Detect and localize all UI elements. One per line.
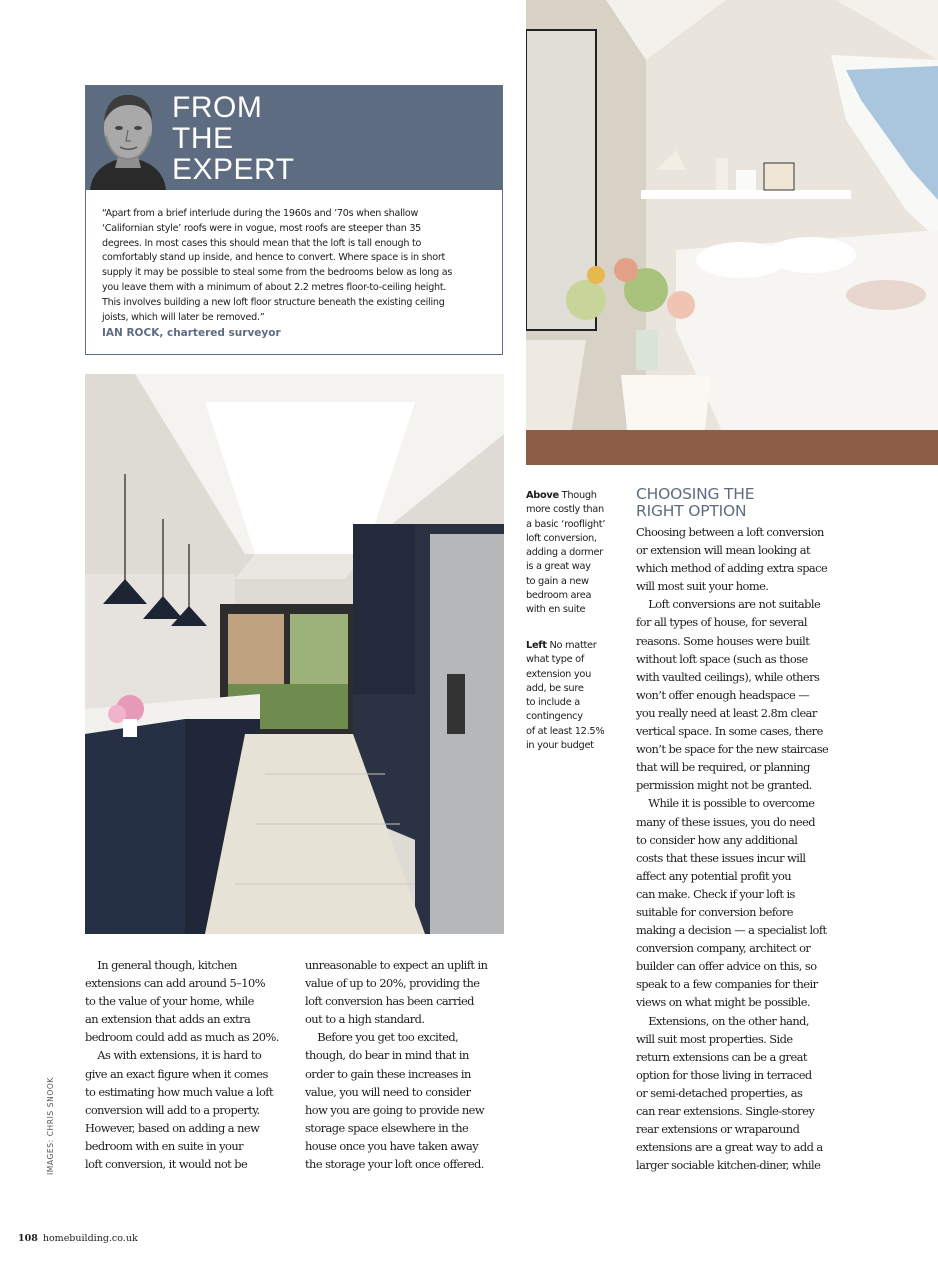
caption-line: loft conversion,	[526, 532, 597, 544]
body-line: extensions are a great way to add a	[636, 1140, 823, 1155]
body-line: the storage your loft once offered.	[305, 1157, 484, 1172]
expert-credit: IAN ROCK, chartered surveyor	[102, 327, 281, 339]
expert-portrait	[88, 86, 168, 190]
body-line: will suit most properties. Side	[636, 1031, 793, 1046]
caption-line: what type of	[526, 654, 585, 666]
expert-quote	[102, 207, 487, 325]
body-line: won’t be space for the new staircase	[636, 742, 829, 757]
body-line: Extensions, on the other hand,	[636, 1013, 809, 1028]
body-line: storage space elsewhere in the	[305, 1120, 469, 1135]
body-line: unreasonable to expect an uplift in	[305, 958, 488, 972]
body-line: an extension that adds an extra	[85, 1012, 251, 1027]
expert-title-line: EXPERT	[172, 153, 295, 186]
body-line: to the value of your home, while	[85, 994, 254, 1009]
body-line: many of these issues, you do need	[636, 814, 816, 829]
expert-header	[86, 86, 502, 190]
expert-box	[85, 85, 503, 355]
body-line: with vaulted ceilings), while others	[636, 669, 820, 684]
body-line: house once you have taken away	[305, 1138, 479, 1153]
body-line: that will be required, or planning	[636, 760, 810, 775]
body-line: without loft space (such as those	[636, 651, 808, 666]
body-line: extensions can add around 5–10%	[85, 976, 265, 991]
quote-line: you leave them with a minimum of about 2.2 metres floor-to-ceiling height.	[102, 281, 447, 293]
body-line: bedroom could add as much as 20%.	[85, 1030, 279, 1045]
body-line: rear extensions or wraparound	[636, 1122, 800, 1137]
body-line: loft conversion, it would not be	[85, 1157, 248, 1172]
body-line: which method of adding extra space	[636, 561, 828, 576]
section-heading	[636, 486, 754, 520]
body-line: Loft conversions are not suitable	[636, 597, 821, 612]
body-line: to estimating how much value a loft	[85, 1084, 273, 1099]
body-line: can make. Check if your loft is	[636, 886, 795, 901]
quote-line: This involves building a new loft floor structure beneath the existing ceiling	[102, 296, 445, 308]
caption-line: more costly than	[526, 504, 604, 516]
body-line: value of up to 20%, providing the	[305, 976, 480, 991]
quote-line: joists, which will later be removed.”	[102, 311, 265, 323]
body-line: making a decision — a specialist loft	[636, 923, 827, 938]
body-line: As with extensions, it is hard to	[85, 1048, 262, 1063]
body-line: costs that these issues incur will	[636, 850, 806, 865]
body-line: conversion will add to a property.	[85, 1102, 260, 1117]
body-line: loft conversion has been carried	[305, 994, 474, 1009]
body-line: views on what might be possible.	[636, 995, 811, 1010]
body-line: conversion company, architect or	[636, 941, 811, 956]
caption-line: add, be sure	[526, 682, 584, 694]
body-line: out to a high standard.	[305, 1012, 425, 1027]
body-line: won’t offer enough headspace —	[636, 687, 810, 702]
caption-line: with en suite	[526, 604, 586, 616]
caption-line: a basic ‘rooflight’	[526, 518, 606, 530]
body-column-right	[636, 523, 846, 1174]
caption-line: Though	[558, 490, 597, 501]
page-footer	[18, 1233, 138, 1244]
body-line: to consider how any additional	[636, 832, 798, 847]
body-line: give an exact figure when it comes	[85, 1066, 268, 1081]
body-line: how you are going to provide new	[305, 1102, 485, 1117]
body-line: suitable for conversion before	[636, 904, 793, 919]
body-line: order to gain these increases in	[305, 1066, 471, 1081]
body-line: In general though, kitchen	[85, 958, 237, 972]
body-line: reasons. Some houses were built	[636, 633, 810, 648]
caption-line: contingency	[526, 711, 583, 723]
caption-line: bedroom area	[526, 590, 592, 602]
body-line: bedroom with en suite in your	[85, 1138, 244, 1153]
expert-title-line: THE	[172, 122, 234, 155]
body-line: affect any potential profit you	[636, 868, 792, 883]
body-line: value, you will need to consider	[305, 1084, 471, 1099]
caption-line: adding a dormer	[526, 547, 603, 559]
body-line: Choosing between a loft conversion	[636, 525, 824, 539]
body-line: return extensions can be a great	[636, 1049, 807, 1064]
caption-line: No matter	[546, 640, 597, 651]
quote-line: ‘Californian style’ roofs were in vogue, most roofs are steeper than 35	[102, 222, 422, 234]
caption-left	[526, 639, 621, 753]
body-line: you really need at least 2.8m clear	[636, 705, 817, 720]
body-line: for all types of house, for several	[636, 615, 807, 630]
image-credit: IMAGES: CHRIS SNOOK	[46, 1077, 55, 1175]
body-line: larger sociable kitchen-diner, while	[636, 1158, 821, 1173]
caption-line: is a great way	[526, 561, 591, 573]
kitchen-extension-photo	[85, 374, 504, 934]
expert-title	[172, 92, 295, 185]
quote-line: supply it may be possible to steal some from the bedrooms below as long as	[102, 267, 453, 279]
body-line: While it is possible to overcome	[636, 796, 815, 811]
body-line: However, based on adding a new	[85, 1120, 260, 1135]
body-line: can rear extensions. Single-storey	[636, 1104, 815, 1118]
body-line: option for those living in terraced	[636, 1067, 812, 1082]
caption-line: to gain a new	[526, 575, 589, 587]
body-column-left	[85, 956, 290, 1173]
body-line: permission might not be granted.	[636, 778, 812, 793]
body-line: builder can offer advice on this, so	[636, 959, 817, 974]
heading-line: CHOOSING THE	[636, 485, 755, 503]
caption-above	[526, 489, 621, 618]
page-number: 108	[18, 1233, 38, 1244]
body-column-middle	[305, 956, 505, 1173]
body-line: Before you get too excited,	[305, 1030, 459, 1045]
caption-line: to include a	[526, 697, 580, 709]
loft-bedroom-photo	[526, 0, 938, 465]
body-line: will most suit your home.	[636, 579, 769, 594]
footer-site: homebuilding.co.uk	[42, 1233, 138, 1244]
body-line: though, do bear in mind that in	[305, 1048, 469, 1063]
caption-line: of at least 12.5%	[526, 725, 605, 737]
caption-line: in your budget	[526, 740, 594, 752]
caption-keyword: Above	[526, 490, 559, 501]
expert-title-line: FROM	[172, 91, 263, 124]
quote-line: “Apart from a brief interlude during the 1960s and ’70s when shallow	[102, 208, 419, 219]
heading-line: RIGHT OPTION	[636, 502, 747, 520]
quote-line: comfortably stand up inside, and hence to convert. Where space is in short	[102, 252, 446, 264]
quote-line: degrees. In most cases this should mean that the loft is tall enough to	[102, 237, 422, 249]
body-line: or extension will mean looking at	[636, 543, 811, 558]
caption-line: extension you	[526, 668, 591, 680]
body-line: or semi-detached properties, as	[636, 1085, 803, 1100]
body-line: vertical space. In some cases, there	[636, 724, 823, 739]
body-line: speak to a few companies for their	[636, 977, 818, 992]
caption-keyword: Left	[526, 640, 547, 651]
